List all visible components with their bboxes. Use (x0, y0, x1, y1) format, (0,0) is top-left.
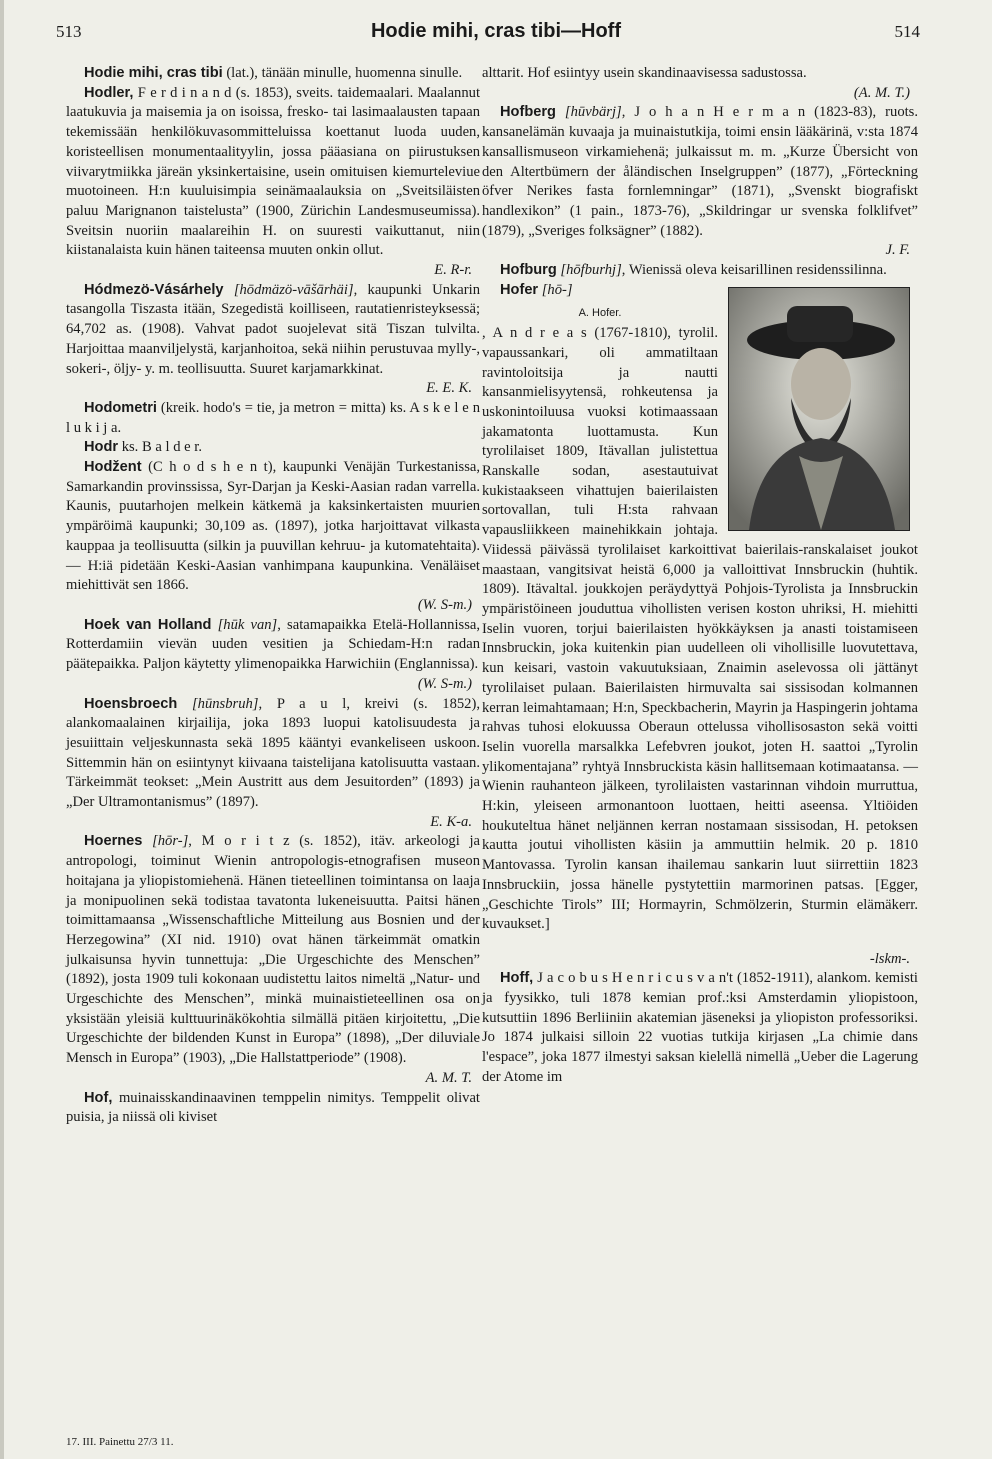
entry-text: (kreik. hodo's = tie, ja metron = mitta) ks. A s k e l e n l u k i j a. (66, 399, 480, 436)
dictionary-entry (66, 616, 480, 675)
headword: Hódmezö-Vásárhely (84, 281, 224, 298)
hofer-portrait (728, 287, 910, 531)
signature: (W. S-m.) (417, 675, 472, 692)
entry-text: , Wienissä oleva keisarillinen residenssilinna. (621, 262, 887, 279)
headword: Hoensbroech (84, 695, 178, 712)
headword: Hodie mihi, cras tibi (84, 65, 223, 81)
pronunciation: [hō-] (538, 281, 573, 298)
dictionary-entry (482, 969, 918, 1087)
entry-text: ks. B a l d e r. (118, 439, 202, 456)
dictionary-entry (66, 84, 480, 261)
headword: Hof, (84, 1089, 113, 1106)
headword: Hoernes (84, 833, 143, 850)
dictionary-entry (66, 832, 480, 1068)
pronunciation: [hōdmäzö-vāšārhäi] (223, 281, 354, 298)
signature: -lskm-. (869, 950, 910, 967)
pronunciation: [hūnsbruh] (177, 695, 259, 712)
right-column (482, 64, 918, 1087)
dictionary-entry (66, 695, 480, 813)
dictionary-entry (66, 438, 480, 458)
headword: Hoff, (500, 970, 534, 987)
entry-hofer (482, 281, 918, 301)
pronunciation: [hūvbärj] (555, 104, 622, 121)
pronunciation: [hūk van] (211, 616, 278, 633)
dictionary-entry (66, 399, 480, 438)
signature: (W. S-m.) (417, 596, 472, 613)
left-column (66, 64, 480, 1128)
signature: E. K-a. (430, 813, 472, 830)
hofer-portrait-figure (728, 287, 918, 531)
entry-text: , satamapaikka Etelä-Hollannissa, Rotterdamiin vievän uuden vesitien ja Schiedam-H:n radan päätepaikka. Paljon käytetty ylimenopaikka Harwichiin (Englannissa). (66, 616, 480, 673)
signature: A. M. T. (425, 1069, 472, 1086)
headword: Hofer (500, 281, 539, 298)
entry-text: , kaupunki Unkarin tasangolla Tiszasta itään, Szegedistä koilliseen, rautatienristeyksessä; 64,702 as. (1908). Vahvat padot suojelevat sitä Tiszan tulvilta. Harjoittaa maanviljelystä, karjanhoitoa, sekä niihin perustuvaa mylly-, sokeri-, öljy- y. m. teollisuutta. Suuret karjamarkkinat. (66, 281, 480, 377)
signature: (A. M. T.) (853, 84, 910, 101)
headword: Hoek van Holland (84, 616, 212, 633)
headword: Hodr (84, 439, 119, 456)
page-number-left: 513 (56, 22, 82, 41)
running-title: Hodie mihi, cras tibi—Hoff (370, 20, 622, 42)
dictionary-entry (66, 1089, 480, 1128)
dictionary-entry (66, 64, 480, 84)
page-header (0, 22, 992, 52)
dictionary-entry (482, 261, 918, 281)
signature: E. R-r. (434, 262, 472, 279)
headword: Hofberg (500, 104, 556, 121)
signature: E. E. K. (426, 380, 472, 397)
entry-text: , M o r i t z (s. 1852), itäv. arkeologi ja antropologi, toiminut Wienin antropologis-etnografisen museon hoitajana ja yliopistomiehenä. Hänen tieteellinen toimintansa on laaja ja monipuolinen sekä todistaa tavatonta lukeneisuutta. Paitsi hänen toimittamaansa „Wissenschaftliche Mitteilung aus Bosnien und der Herzegowina” (XI nid. 1910) ovat hänen tärkeimmät omatkin julkaisunsa hyvin tunnettuja: „Die Urgeschichte des Menschen” (1892), josta 1909 tuli kokonaan uudistettu laitos nimeltä „Natur- und Urgeschichte des Menschen”, minkä muinaistieteellinen osa on yksistään yleisiä kulttuurinäkökohtia silmällä pitäen kirjoitettu, „Die Urgeschichte der bildenden Kunst in Europa” (1898), „Der diluviale Mensch in Europa” (1903), „Die Hallstattperiode” (1908). (66, 833, 480, 1067)
headword: Hofburg (500, 262, 557, 279)
entry-text: (C h o d s h e n t), kaupunki Venäjän Turkestanissa, Samarkandin provinssissa, Syr-Darjan ja Keski-Aasian radan varrella. Kaunis, puutarhojen melkein kätkemä ja kaksinkertaisten muurien ympäröimä kaupunki; 30,109 as. (1897), jotka harjoittavat vilkasta kauppaa ja teollisuutta (silkin ja puuvillan kehruu- ja kutomatehtaita). — H:iä pidetään Keski-Aasian vanhimpana kaupunkina. Venäläiset miehittivät sen 1866. (66, 459, 480, 594)
continued-text: alttarit. Hof esiintyy usein skandinaavisessa sadustossa. (482, 65, 807, 81)
pronunciation: [hōfburhj] (556, 262, 622, 279)
page-spine (0, 0, 4, 1459)
dictionary-entry (66, 281, 480, 380)
entry-text: F e r d i n a n d (s. 1853), sveits. taidemaalari. Maalannut laatukuvia ja maisemia ja on isoissa, fresko- tai lasimaalausten tapaan tekemissään henkilökuvasommitteluissa koettanut luoda uuden, koristeellisen monumentaalityylin, jossa pääasiana on piirustuksen viivarytmiikka järeän yksinkertaisine, usein omituisen kiemurteleviue muotoineen. H:n kuuluisimpia seinämaalauksia on „Sveitsiläisten paluu Marignanon taistelusta” (1900, Zürichin Landesmuseumissa). Sveitsin nuoriin maalareihin H. on suuresti vaikuttanut, niin kiistanalaista kuin hänen taiteensa muuten onkin ollut. (66, 84, 480, 259)
entry-text: , J o h a n H e r m a n (1823-83), ruots. kansanelämän kuvaaja ja muinaistutkija, toimi ensin lääkärinä, v:sta 1874 kansallismuseon virkamiehenä; julkaissut m. m. „Kurze Übersicht von den Altertbümern der åländischen Inselgruppen” (1877), „Förteckning öfver Nerikes fasta fornlemningar” (1871), „Svenskt biografiskt handlexikon” (1 pain., 1873-76), „Skildringar ur svenska folklifvet” (1879), „Sveriges folksägner” (1882). (482, 104, 918, 239)
entry-text: , A n d r e a s (1767-1810), tyrolil. vapaussankari, oli ammatiltaan ravintoloitsija ja nautti kansanmielisyytensä, rohkeutensa ja uskonintoiluusa vuoksi kotimaassaan jakamatonta luottamusta. Kun tyrolilaiset 1809, Itävallan julistettua Ranskalle sodan, asestautuivat kukistaakseen vihattujen baierilaisten sortovallan, tuli H:sta rahvaan vapausliikkeen mainehikkain johtaja. Viidessä päivässä tyrolilaiset karkoittivat baierilais-ranskalaiset joukot maastaan, vangitsivat heistä 6,000 ja valloittivat Innsbruckin (huhtik. 1809). Itävaltal. joukkojen peräydyttyä Pohjois-Tyrolista ja Innsbruckin ympäristöineen jouduttua vihollisten verisen koston uhriksi, H. miehitti Iselin vuoren, torjui baierilaisten hyökkäyksen ja anasti toistamiseen Innsbruckin, joka kuitenkin pian uudelleen oli vihollisille luovutettava, kun keisari, vastoin vakuutuksiaan, Znaimin aselevossa oli jättänyt tyrolilaiset pulaan. Baierilaisten hirmuvalta sai sissisodan kolmannen kerran leimahtamaan; H:n, Speckbacherin, Mayrin ja Haspingerin johtama rahvas tuhosi elokuussa Oberaun ottelussa vihollisosaston sekä voitti Iselin vuorella marsalkka Lefebvren joukot, joten H. saattoi „Tyrolin ylikomentajana” ryhtyä Innsbruckista käsin hallitsemaan kotimaatansa. — Wienin rauhanteon jälkeen, tyrolilaisten vastarinnan vihdoin murruttua, H:kin, yleiseen armonantoon luottaen, heitti aseensa. Yltiöiden houkuteltua hänet neljännen kerran nostamaan sissisodan, H. petoksen kautta joutui vihollisten käsiin ja ammuttiin helmik. 20 p. 1810 Mantovassa. Tyrolin kansan ihailemau sankarin luut siirrettiin 1823 Innsbruckiin, jossa hänelle pystytettiin marmorinen patsas. [Egger, „Geschichte Tirols” III; Hormayrin, Schmölzerin, Sturmin elämäkerr. kuvaukset.] (482, 325, 918, 933)
dictionary-entry (482, 103, 918, 241)
pronunciation: [hōr-] (142, 833, 189, 850)
entry-text: , P a u l, kreivi (s. 1852), alankomaalainen kirjailija, joka 1893 luopui katolisuudesta ja jesuiittain veljeskunnasta sekä 1895 kääntyi evankeliseen uskoon. Sittemmin hän on esiintynyt kiivaana taistelijana katolisuutta vastaan. Tärkeimmät teokset: „Mein Austritt aus dem Jesuitorden” (1893) ja „Der Ultramontanismus” (1897). (66, 695, 480, 811)
portrait-caption: A. Hofer. (578, 307, 622, 320)
entry-text: J a c o b u s H e n r i c u s v a n't (1852-1911), alankom. kemisti ja fyysikko, tuli 1878 kemian prof.:ksi Amsterdamin yliopistoon, kutsuttiin 1896 Berliiniin akatemian jäseneksi ja yliopiston professoriksi. Jo 1874 julkaisi silloin 22 vuotias tutkija kirjasen „La chimie dans l'espace”, joka 1877 ilmestyi saksan kielellä nimellä „Ueber die Lagerung der Atome im (482, 970, 918, 1085)
dictionary-entry (66, 458, 480, 596)
printer-footer: 17. III. Painettu 27/3 11. (66, 1436, 174, 1448)
headword: Hodler, (84, 84, 134, 101)
page-number-right: 514 (894, 22, 920, 41)
headword: Hodžent (84, 459, 142, 476)
entry-text: muinaisskandinaavinen temppelin nimitys. Temppelit olivat puisia, ja niissä oli kiviset (66, 1089, 480, 1126)
signature: J. F. (885, 242, 910, 259)
headword: Hodometri (84, 399, 157, 416)
entry-text: (lat.), tänään minulle, huomenna sinulle. (222, 65, 463, 81)
